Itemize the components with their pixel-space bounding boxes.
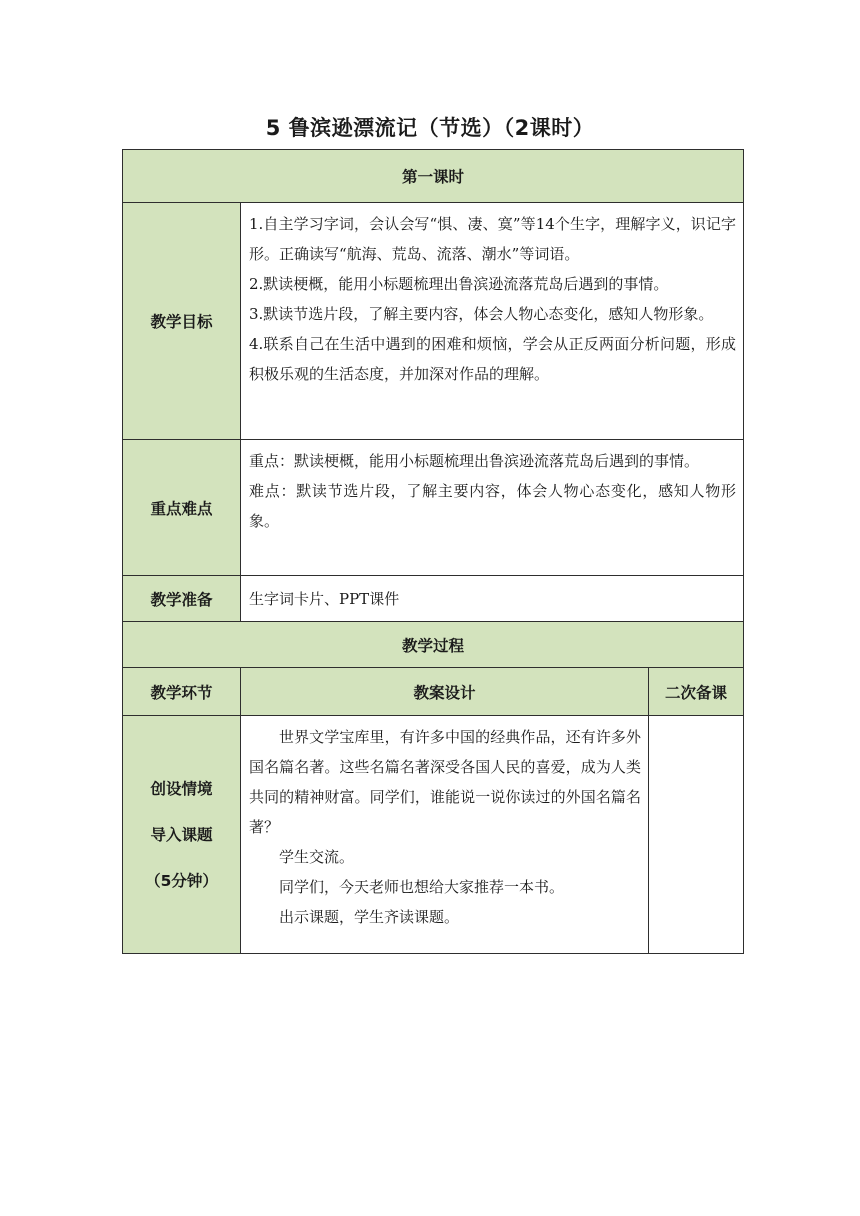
stage-duration: （5分钟） [145, 871, 218, 890]
column-header-revision: 二次备课 [649, 668, 744, 716]
key-points-content [241, 440, 744, 576]
stage-label-line: 导入课题 [150, 825, 213, 844]
goal-item: 3.默读节选片段，了解主要内容，体会人物心态变化，感知人物形象。 [249, 305, 714, 323]
section-heading-row [123, 150, 744, 203]
process-heading-row [123, 622, 744, 668]
key-points-row [123, 440, 744, 576]
key-point-item: 重点：默读梗概，能用小标题梳理出鲁滨逊流落荒岛后遇到的事情。 [249, 452, 700, 470]
stage-label-line: 创设情境 [150, 779, 213, 798]
preparation-label: 教学准备 [123, 576, 241, 622]
stage-design-content [241, 716, 649, 954]
goal-item: 2.默读梗概，能用小标题梳理出鲁滨逊流落荒岛后遇到的事情。 [249, 275, 669, 293]
document-title: 5 鲁滨逊漂流记（节选）（2课时） [265, 116, 595, 140]
preparation-row [123, 576, 744, 622]
section-heading-first-lesson: 第一课时 [123, 150, 744, 203]
process-columns-row [123, 668, 744, 716]
goals-label: 教学目标 [123, 203, 241, 440]
goals-row [123, 203, 744, 440]
design-paragraph: 同学们，今天老师也想给大家推荐一本书。 [279, 878, 565, 896]
column-header-design: 教案设计 [241, 668, 649, 716]
goal-item: 1.自主学习字词，会认会写“惧、凄、寞”等14个生字，理解字义，识记字形。正确读写“航海、荒岛、流落、潮水”等词语。 [249, 215, 737, 263]
design-paragraph: 学生交流。 [279, 848, 355, 866]
design-paragraph: 世界文学宝库里，有许多中国的经典作品，还有许多外国名篇名著。这些名篇名著深受各国人民的喜爱，成为人类共同的精神财富。同学们，谁能说一说你读过的外国名篇名著？ [249, 728, 641, 836]
goal-item: 4.联系自己在生活中遇到的困难和烦恼，学会从正反两面分析问题，形成积极乐观的生活态度，并加深对作品的理解。 [249, 335, 737, 383]
stage-label [123, 716, 241, 954]
difficulty-item: 难点：默读节选片段，了解主要内容，体会人物心态变化，感知人物形象。 [249, 482, 737, 530]
process-heading: 教学过程 [123, 622, 744, 668]
revision-notes-cell [649, 716, 744, 954]
column-header-stage: 教学环节 [123, 668, 241, 716]
preparation-value: 生字词卡片、PPT课件 [241, 576, 744, 622]
goals-content [241, 203, 744, 440]
key-points-label: 重点难点 [123, 440, 241, 576]
lesson-plan-table [122, 149, 744, 954]
design-paragraph: 出示课题，学生齐读课题。 [279, 908, 460, 926]
stage-row [123, 716, 744, 954]
